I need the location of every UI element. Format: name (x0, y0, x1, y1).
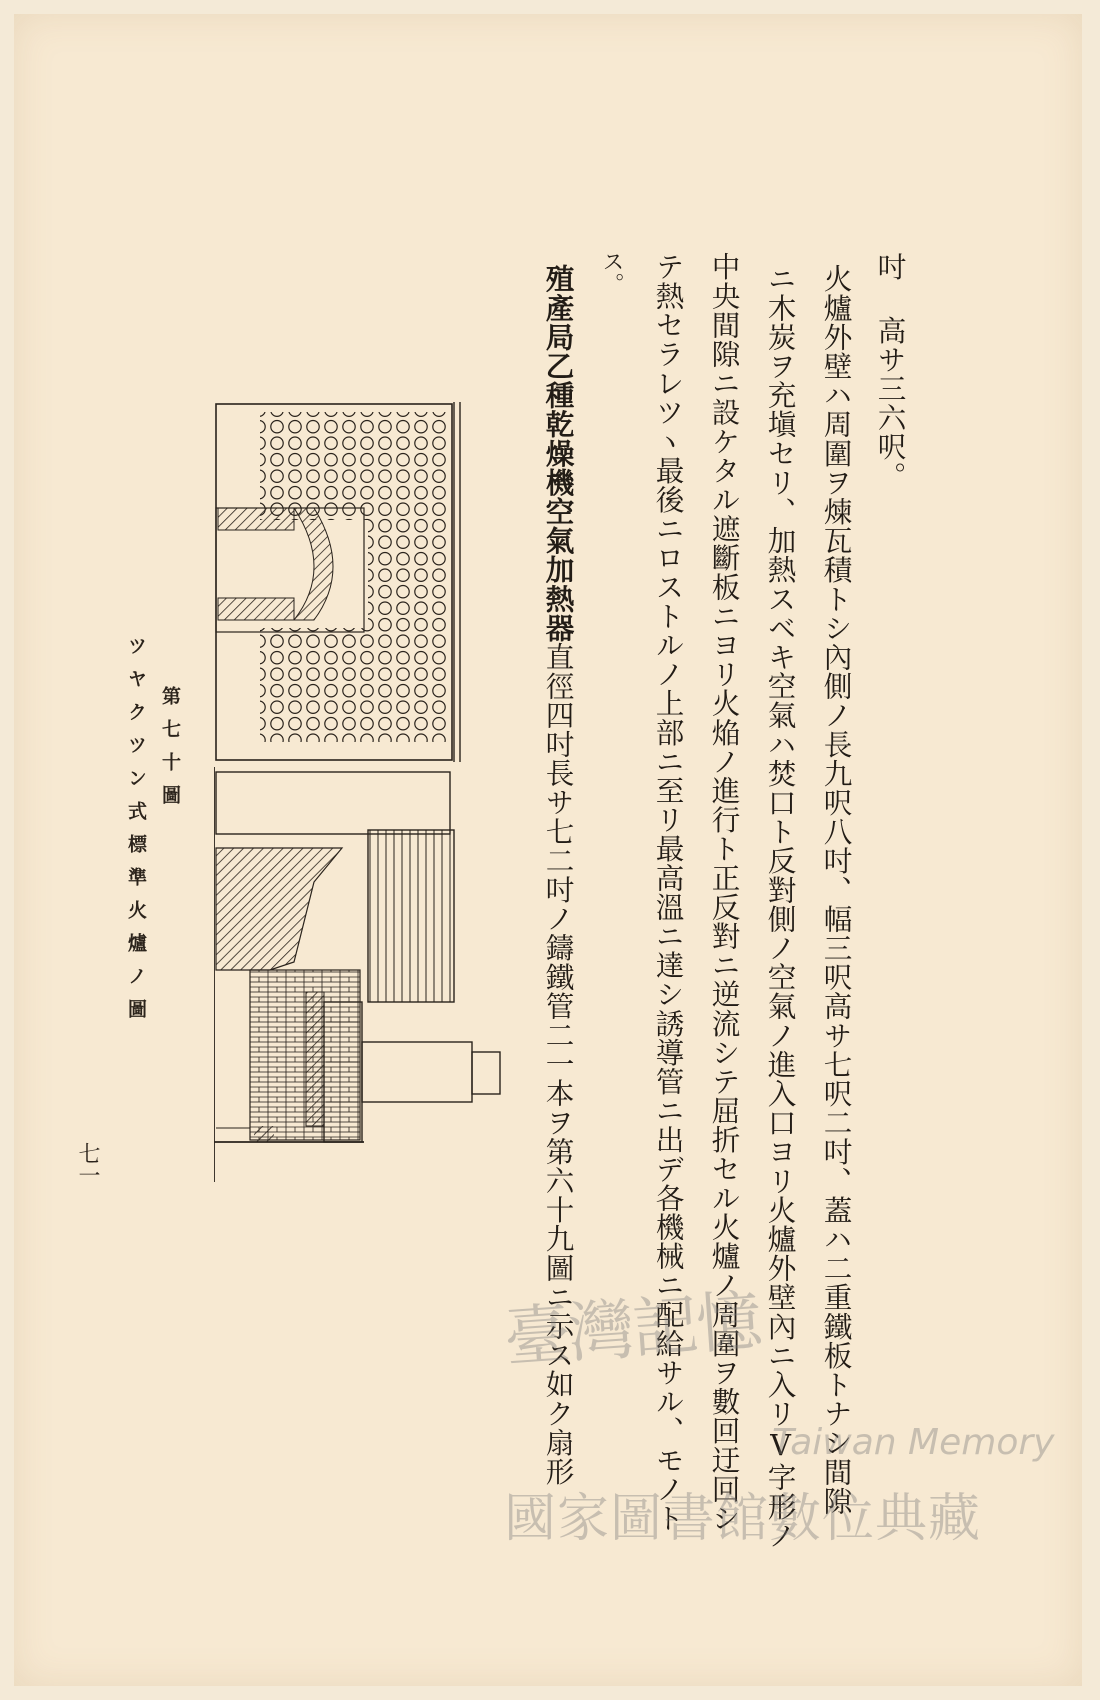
section-heading: 殖產局乙種乾燥機空氣加熱器 (541, 264, 576, 643)
diagram-section-view (214, 767, 500, 1182)
diagram-top-view (216, 402, 460, 762)
figure-caption-line-1: 第七十圖 (159, 686, 181, 818)
watermark-chinese: 臺灣記憶 (502, 1282, 763, 1377)
body-text-column-3: ニ木炭ヲ充塡セリ、加熱スベキ空氣ハ焚口ト反對側ノ空氣ノ進入口ヨリ火爐外壁內ニ入リV字形ノ (763, 264, 798, 1550)
body-text-column-6: ス。 (599, 250, 624, 295)
body-text-column-2: 火爐外壁ハ周圍ヲ煉瓦積トシ內側ノ長九呎八吋、幅三呎高サ七呎二吋、蓋ハ二重鐵板トナシ間隙 (819, 264, 854, 1516)
page-number: 七一 (75, 1142, 100, 1186)
watermark-english: Taiwan Memory (772, 1422, 1055, 1463)
figure-caption-line-2: ツヤクツン式標準火爐ノ圖 (125, 636, 147, 1032)
body-text-column-5: テ熱セラレツヽ最後ニロストルノ上部ニ至リ最高溫ニ達シ誘導管ニ出デ各機械ニ配給サル、モノト (651, 252, 686, 1533)
body-text-column-4: 中央間隙ニ設ケタル遮斷板ニヨリ火焔ノ進行ト正反對ニ逆流シテ屈折セル火爐ノ周圍ヲ數回迂回シ (707, 252, 742, 1533)
watermark-library: 國家圖書館數位典藏 (504, 1489, 982, 1549)
furnace-diagram (214, 402, 514, 1182)
document-page (14, 14, 1082, 1686)
body-text-column-1: 吋 高サ三六呎。 (873, 252, 908, 491)
body-text-column-7-rest: 直徑四吋長サ七二吋ノ鑄鐵管二一本ヲ第六十九圖ニ示ス如ク扇形 (541, 642, 576, 1487)
